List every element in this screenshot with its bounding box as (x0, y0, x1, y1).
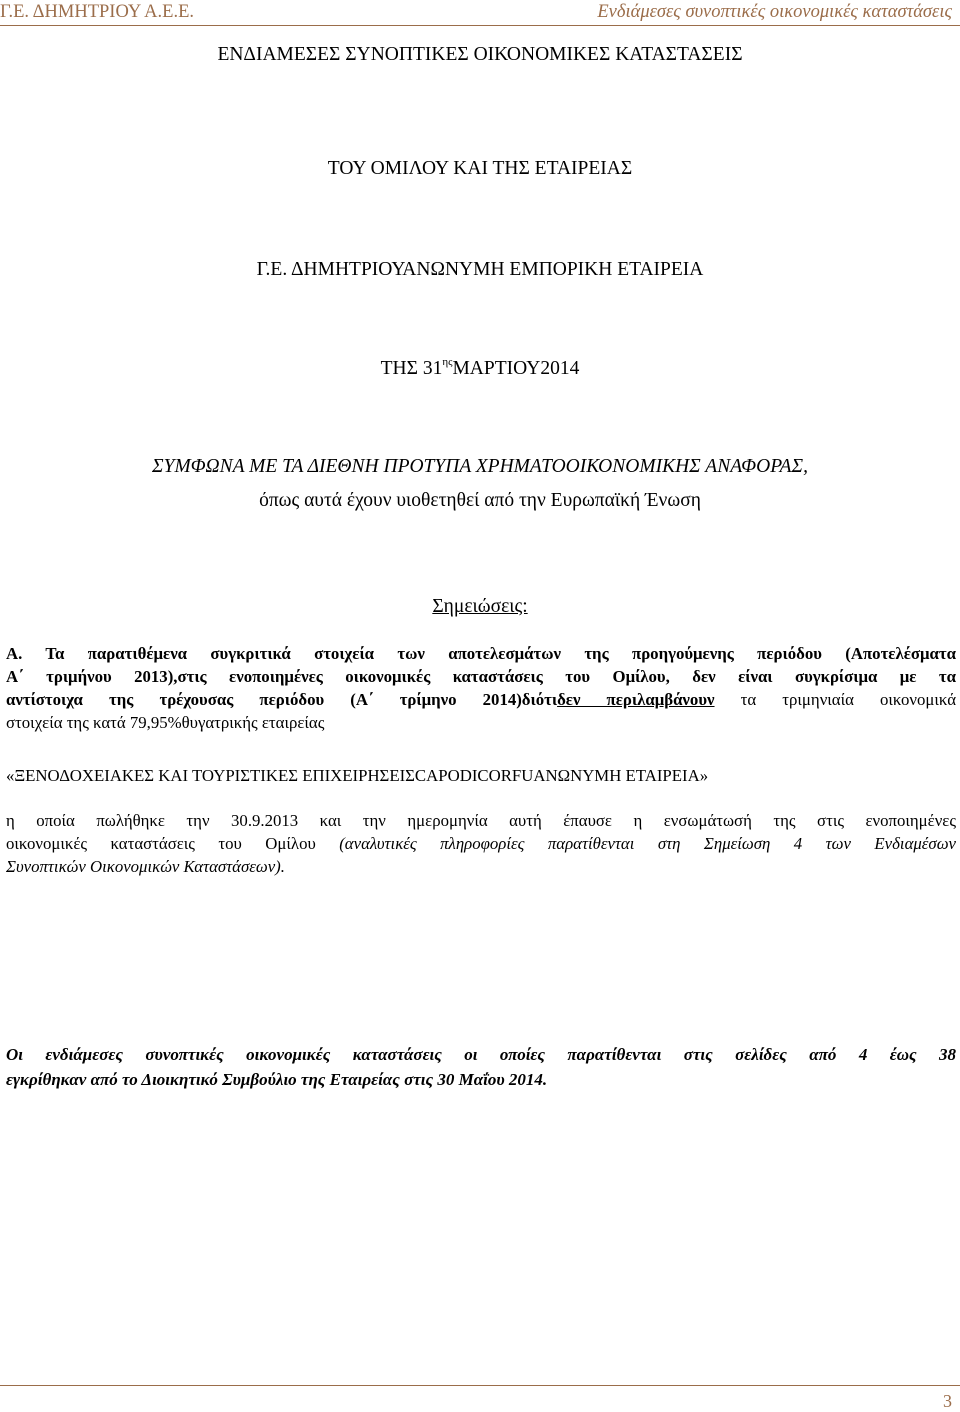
cover-date-suffix: ΜΑΡΤΙΟΥ2014 (452, 358, 580, 379)
cover-company-name: Γ.Ε. ΔΗΜΗΤΡΙΟΥΑΝΩΝΥΜΗ ΕΜΠΟΡΙΚΗ ΕΤΑΙΡΕΙΑ (256, 259, 704, 280)
cover-date-prefix: ΤΗΣ 31 (380, 358, 443, 379)
approval-statement (6, 1042, 956, 1092)
note-a-line3-main: αντίστοιχα της τρέχουσας περιόδου (Α΄ τρίμηνο 2014)διότι (6, 690, 558, 709)
note-a-cont-line2 (6, 832, 956, 855)
note-a-line3 (6, 688, 956, 711)
note-a-cont-line1: η οποία πωλήθηκε την 30.9.2013 και την ημερομηνία αυτή έπαυσε η ενσωμάτωσή της στις ενοποιημένες (6, 811, 956, 830)
note-a-continuation (6, 809, 956, 878)
page-number: 3 (943, 1391, 952, 1411)
approval-line1: Οι ενδιάμεσες συνοπτικές οικονομικές καταστάσεις οι οποίες παρατίθενται στις σελίδες από 4 έως 38 (6, 1045, 956, 1064)
note-a-line4: στοιχεία της κατά 79,95%θυγατρικής εταιρείας (6, 713, 325, 732)
header-divider (0, 25, 960, 26)
note-a-line1: Α. Τα παρατιθέμενα συγκριτικά στοιχεία των αποτελεσμάτων της προηγούμενης περιόδου (Αποτελέσματα (6, 644, 956, 663)
footer-divider (0, 1385, 960, 1386)
note-a-cont-line2-main: οικονομικές καταστάσεις του Ομίλου (6, 834, 340, 853)
cover-date-sup: ης (442, 356, 453, 368)
cover-date (0, 358, 960, 380)
cover-title-line1: ΕΝΔΙΑΜΕΣΕΣ ΣΥΝΟΠΤΙΚΕΣ ΟΙΚΟΝΟΜΙΚΕΣ ΚΑΤΑΣΤΑΣΕΙΣ (217, 44, 743, 65)
cover-standards-line2: όπως αυτά έχουν υιοθετηθεί από την Ευρωπαϊκή Ένωση (259, 490, 701, 511)
page-header (0, 0, 960, 28)
note-a-cont-line3: Συνοπτικών Οικονομικών Καταστάσεων). (6, 857, 285, 876)
cover-standards-line1: ΣΥΜΦΩΝΑ ΜΕ ΤΑ ΔΙΕΘΝΗ ΠΡΟΤΥΠΑ ΧΡΗΜΑΤΟΟΙΚΟΝΟΜΙΚΗΣ ΑΝΑΦΟΡΑΣ, (152, 456, 808, 477)
note-a-line3-rest: τα τριμηνιαία οικονομικά (714, 690, 956, 709)
subsidiary-name (6, 764, 956, 787)
header-company: Γ.Ε. ΔΗΜΗΤΡΙΟΥ Α.Ε.Ε. (0, 2, 194, 22)
header-doc-title: Ενδιάμεσες συνοπτικές οικονομικές καταστάσεις (597, 2, 952, 22)
note-a-cont-line2-italic: (αναλυτικές πληροφορίες παρατίθενται στη Σημείωση 4 των Ενδιαμέσων (339, 834, 956, 853)
approval-line2: εγκρίθηκαν από το Διοικητικό Συμβούλιο της Εταιρείας στις 30 Μαΐου 2014. (6, 1070, 548, 1089)
note-a-line3-underlined: δεν περιλαμβάνουν (557, 690, 715, 709)
subsidiary-name-text: «ΞΕΝΟΔΟΧΕΙΑΚΕΣ ΚΑΙ ΤΟΥΡΙΣΤΙΚΕΣ ΕΠΙΧΕΙΡΗΣΕΙΣCAPODICORFUΑΝΩΝΥΜΗ ΕΤΑΙΡΕΙΑ» (6, 766, 709, 785)
notes-heading: Σημειώσεις: (432, 596, 528, 617)
note-a-line2: Α΄ τριμήνου 2013),στις ενοποιημένες οικονομικές καταστάσεις του Ομίλου, δεν είναι συγκρίσιμα με τα (6, 667, 956, 686)
cover-title-line2: ΤΟΥ ΟΜΙΛΟΥ ΚΑΙ ΤΗΣ ΕΤΑΙΡΕΙΑΣ (327, 158, 633, 179)
note-a-paragraph (6, 642, 956, 734)
